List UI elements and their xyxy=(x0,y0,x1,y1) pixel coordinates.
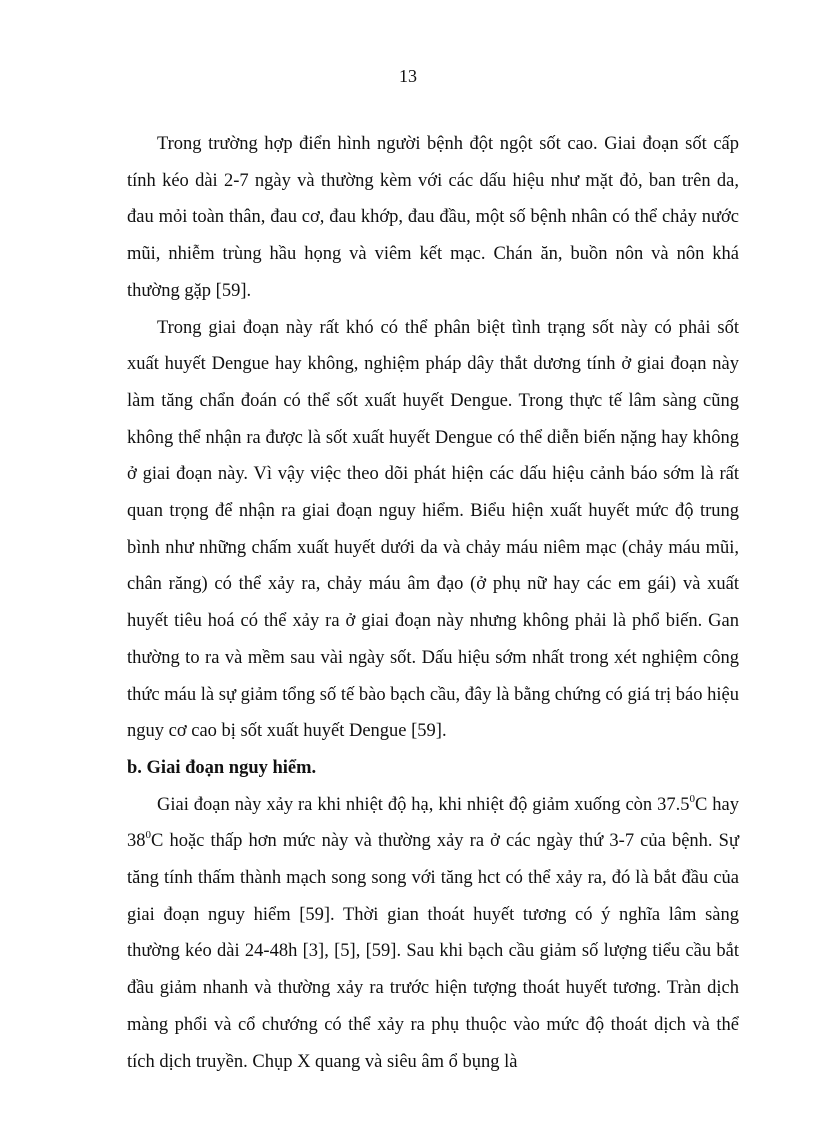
paragraph-febrile-phase: Trong trường hợp điển hình người bệnh đột ngột sốt cao. Giai đoạn sốt cấp tính kéo dài 2-7 ngày và thường kèm với các dấu hiệu như mặt đỏ, ban trên da, đau mỏi toàn thân, đau cơ, đau khớp, đau đầu, một số bệnh nhân có thể chảy nước mũi, nhiễm trùng hầu họng và viêm kết mạc. Chán ăn, buồn nôn và nôn khá thường gặp [59]. xyxy=(127,134,739,301)
text-segment: Giai đoạn này xảy ra khi nhiệt độ hạ, khi nhiệt độ giảm xuống còn 37.5 xyxy=(157,794,690,815)
section-heading-critical-phase: b. Giai đoạn nguy hiểm. xyxy=(127,757,317,778)
superscript-degree: 0 xyxy=(689,792,695,805)
page-number: 13 xyxy=(399,66,417,86)
text-segment: C hoặc thấp hơn mức này và thường xảy ra ở các ngày thứ 3-7 của bệnh. Sự tăng tính thấm thành mạch song song với tăng hct có thể xảy ra, đó là bắt đầu của giai đoạn nguy hiểm [59]. Thời gian thoát huyết tương có ý nghĩa lâm sàng thường kéo dài 24-48h [3], [5], [59]. Sau khi bạch cầu giảm số lượng tiểu cầu bắt đầu giảm nhanh và thường xảy ra trước hiện tượng thoát huyết tương. Tràn dịch màng phổi và cổ chướng có thể xảy ra phụ thuộc vào mức độ thoát dịch và thể tích dịch truyền. Chụp X quang và siêu âm ổ bụng là xyxy=(127,831,739,1072)
paragraph-critical-phase xyxy=(127,787,739,1081)
superscript-degree: 0 xyxy=(145,829,151,842)
paragraph-early-diagnosis: Trong giai đoạn này rất khó có thể phân biệt tình trạng sốt này có phải sốt xuất huyết Dengue hay không, nghiệm pháp dây thắt dương tính ở giai đoạn này làm tăng chẩn đoán có thể sốt xuất huyết Dengue. Trong thực tế lâm sàng cũng không thể nhận ra được là sốt xuất huyết Dengue có thể diễn biến nặng hay không ở giai đoạn này. Vì vậy việc theo dõi phát hiện các dấu hiệu cảnh báo sớm là rất quan trọng để nhận ra giai đoạn nguy hiểm. Biểu hiện xuất huyết mức độ trung bình như những chấm xuất huyết dưới da và chảy máu niêm mạc (chảy máu mũi, chân răng) có thể xảy ra, chảy máu âm đạo (ở phụ nữ hay các em gái) và xuất huyết tiêu hoá có thể xảy ra ở giai đoạn này nhưng không phải là phổ biến. Gan thường to ra và mềm sau vài ngày sốt. Dấu hiệu sớm nhất trong xét nghiệm công thức máu là sự giảm tổng số tế bào bạch cầu, đây là bằng chứng có giá trị báo hiệu nguy cơ cao bị sốt xuất huyết Dengue [59]. xyxy=(127,317,739,742)
text-segment: C hay 38 xyxy=(127,794,739,852)
document-body xyxy=(127,126,739,1080)
